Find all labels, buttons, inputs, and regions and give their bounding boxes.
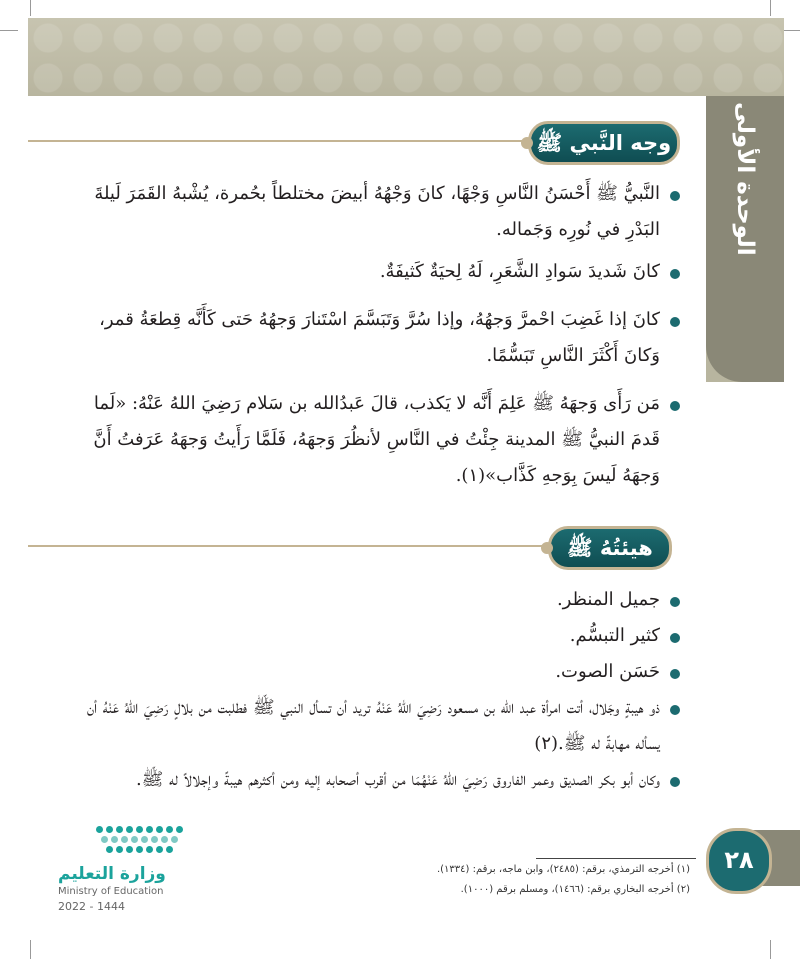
bullet-item: جميل المنظر. xyxy=(70,582,682,618)
section-title-face xyxy=(528,121,680,165)
section-title-rule xyxy=(28,140,528,142)
bullet-item: مَن رَأَى وَجهَهُ ﷺ عَلِمَ أَنَّه لا يَكذب، قالَ عَبدُالله بن سَلام رَضِيَ اللهُ عَنْهُ: «لَما قَدمَ النبيُّ ﷺ المدينة جِئْتُ في النَّاسِ لأنظُرَ وَجهَهُ، فَلَمَّا رَأَيتُ وَجهَهُ عَرَفتُ أَنَّ وَجهَهُ لَيسَ بِوَجهِ كَذَّاب»(١). xyxy=(70,386,682,494)
section-title-text: وجه النَّبي ﷺ xyxy=(536,131,672,155)
section-title-appearance xyxy=(548,526,672,570)
crop-mark xyxy=(0,30,18,31)
crop-mark xyxy=(784,30,800,31)
page-number: ٢٨ xyxy=(706,828,772,894)
ministry-name-en: Ministry of Education xyxy=(58,886,164,897)
edition-year: 2022 - 1444 xyxy=(58,900,125,913)
bullet-item: كانَ شَديدَ سَوادِ الشَّعَرِ، لَهُ لِحيَةٌ كَثيفَةٌ. xyxy=(70,254,682,290)
section-title-text: هيئتُهُ ﷺ xyxy=(567,536,653,560)
title-ornament xyxy=(541,542,553,554)
crop-mark xyxy=(30,940,31,959)
bullet-item: النَّبيُّ ﷺ أَحْسَنُ النَّاسِ وَجْهًا، كانَ وَجْهُهُ أبيضَ مختلطاً بحُمرة، يُشْبهُ القَمَرَ لَيلةَ البَدْرِ في نُورِه وَجَماله. xyxy=(70,176,682,248)
section-title-rule xyxy=(28,545,548,547)
ministry-name-ar: وزارة التعليم xyxy=(58,864,166,884)
face-bullets xyxy=(70,176,682,494)
footnote-rule xyxy=(536,858,696,859)
footnote: (٢) أخرجه البخاري برقم: (١٤٦٦)، ومسلم برقم (١٠٠٠). xyxy=(460,884,690,895)
bullet-item: ذو هيبةٍ وجَلال، أتت امرأة عبد الله بن مسعود رَضِيَ اللهُ عَنْهُ تريد أن تسأل النبي ﷺ فطلبت من بلالٍ رَضِيَ اللهُ عَنْهُ أن يسأله مهابةً له ﷺ.(٢) xyxy=(70,690,682,762)
appearance-bullets xyxy=(70,582,682,798)
header-band xyxy=(28,18,784,96)
bullet-item: وكان أبو بكر الصديق وعمر الفاروق رَضِيَ اللهُ عَنْهُمَا من أقرب أصحابه إليه ومن أكثرهم هيبةً وإجلالاً له ﷺ. xyxy=(70,762,682,798)
crop-mark xyxy=(770,0,771,16)
unit-title: الوحدة الأولى xyxy=(732,102,758,256)
crop-mark xyxy=(770,940,771,959)
bullet-item: حَسَن الصوت. xyxy=(70,654,682,690)
crop-mark xyxy=(30,0,31,16)
title-ornament xyxy=(521,137,533,149)
bullet-item: كثير التبسُّم. xyxy=(70,618,682,654)
footnote: (١) أخرجه الترمذي، برقم: (٢٤٨٥)، وابن ماجه، برقم: (١٣٣٤). xyxy=(436,864,690,875)
bullet-item: كانَ إذا غَضِبَ احْمرَّ وَجهُهُ، وإذا سُرَّ وَتَبَسَّمَ اسْتَنارَ وَجهُهُ حَتى كَأَنَّه قِطعَةُ قمر، وَكانَ أَكْثَرَ النَّاسِ تَبَسُّمًا. xyxy=(70,302,682,374)
